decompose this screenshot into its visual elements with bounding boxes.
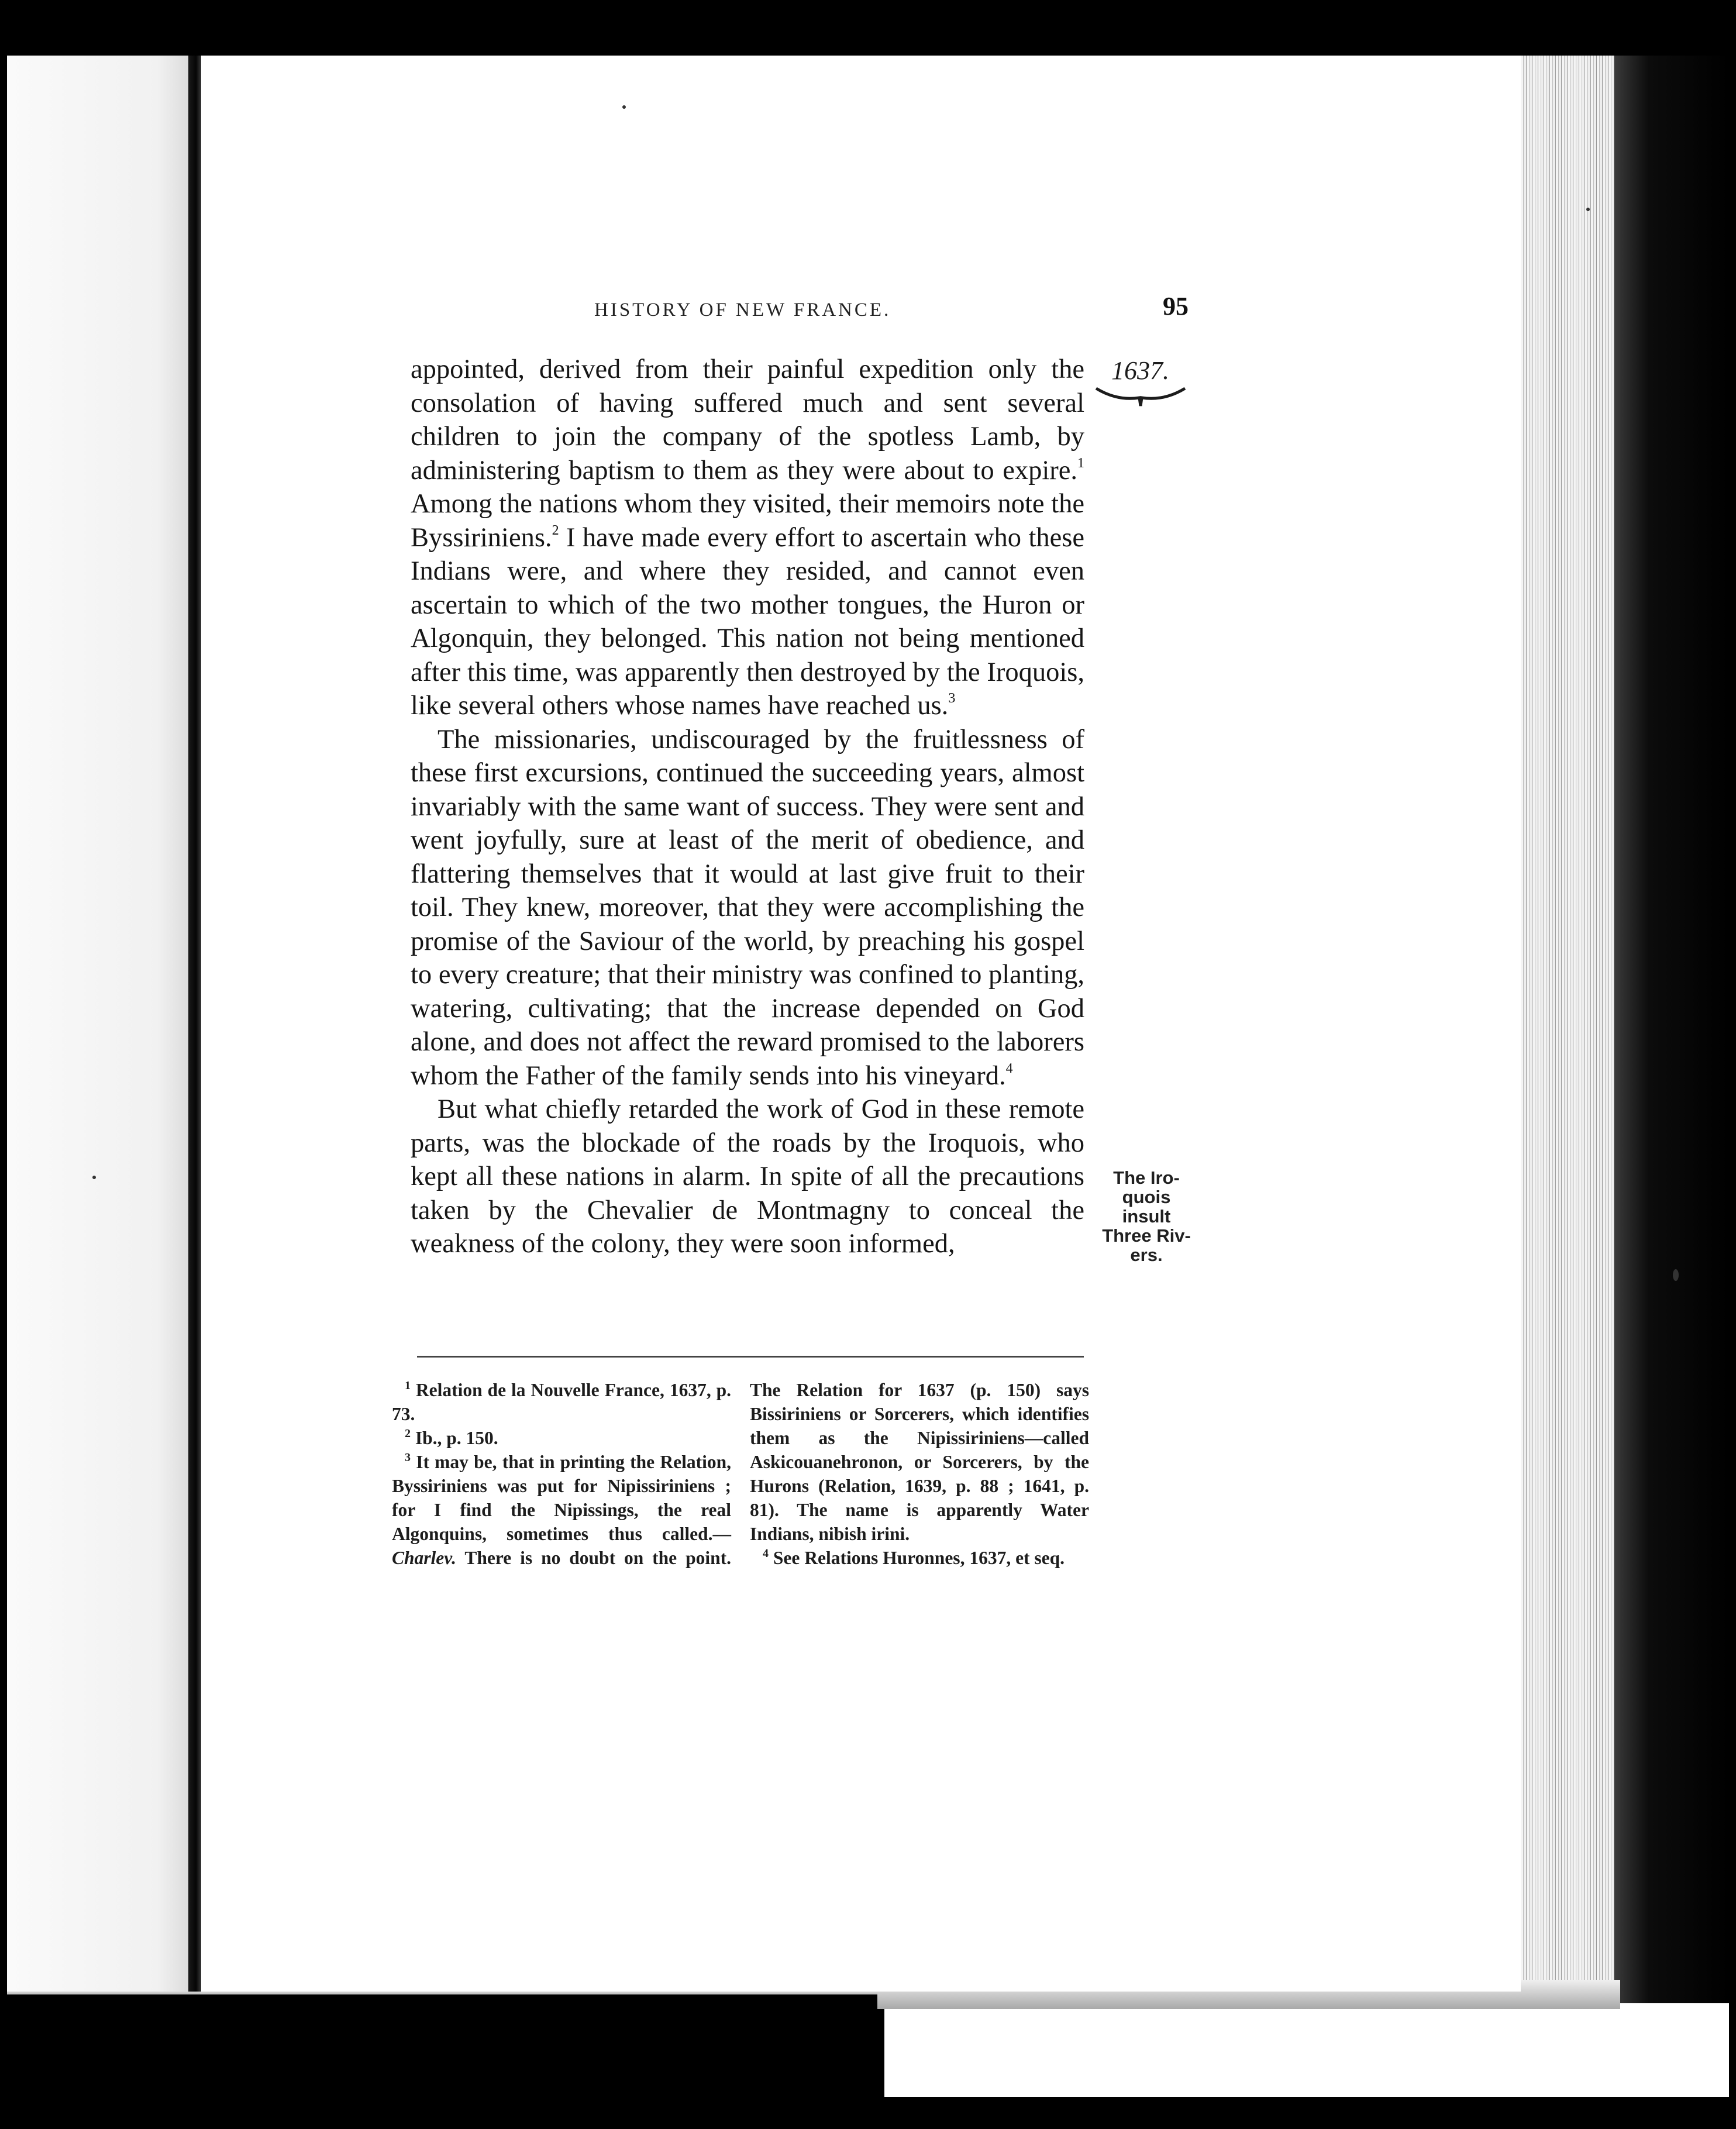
- scan-border-bottom-left: [7, 1994, 884, 2097]
- scan-border-top: [0, 0, 1736, 56]
- book-gutter: [188, 56, 201, 2038]
- footnote-ref-4: 4: [1005, 1060, 1013, 1076]
- footnote-ref-1: 1: [1077, 455, 1084, 471]
- margin-year: 1637.: [1111, 356, 1169, 385]
- year-brace-ornament: [1094, 385, 1187, 408]
- page-number: 95: [1163, 292, 1189, 321]
- paper-speck: [1586, 208, 1590, 211]
- footnote-separator: [417, 1356, 1084, 1358]
- footnote-2: $^2$ Ib., p. 150.: [405, 1427, 498, 1448]
- footnote-4: $^4$ See Relations Huronnes, 1637, et seq.: [763, 1547, 1065, 1568]
- scan-border-bottom: [0, 2097, 1736, 2129]
- paragraph-3: But what chiefly retarded the work of God in these remote parts, was the blockade of the roads by the Iroquois, who kept all these nations in alarm. In spite of all the precautions taken by the Chevalier de Montmagny to conceal the weakness of the colony, they were soon informed,: [411, 1094, 1084, 1259]
- paragraph-1: appointed, derived from their painful expedition only the consolation of having suffered much and sent several children to join the company of the spotless Lamb, by administering baptism to them as they were about to expire.$^1$ Among the nations whom they visited, their memoirs note the Byssiriniens.$^2$ I have made every effort to ascertain who these Indians were, and where they resided, and cannot even ascertain to which of the two mother tongues, the Huron or Algonquin, they belonged. This nation not being mentioned after this time, was apparently then destroyed by the Iroquois, like several others whose names have reached us.$^3$: [411, 354, 1084, 721]
- page-stack-fore-edge: [1521, 56, 1614, 2003]
- side-note: The Iro- quois insult Three Riv- ers.: [1102, 1167, 1191, 1265]
- footnotes: [392, 1378, 1089, 1570]
- paragraph-2: The missionaries, undiscouraged by the fruitlessness of these first excursions, continued the succeeding years, almost invariably with the same want of success. They were sent and went joyfully, sure at least of the merit of obedience, and flattering themselves that it would at last give fruit to their toil. They knew, moreover, that they were accomplishing the promise of the Saviour of the world, by preaching his gospel to every creature; that their ministry was confined to planting, watering, cultivating; that the increase depended on God alone, and does not affect the reward promised to the laborers whom the Father of the family sends into his vineyard.$^4$: [411, 724, 1084, 1091]
- running-head: HISTORY OF NEW FRANCE.: [594, 299, 891, 321]
- footnote-ref-2: 2: [552, 522, 559, 538]
- body-text: [411, 353, 1084, 1261]
- scan-border-right: [1729, 0, 1736, 2129]
- footnote-3: $^3$ It may be, that in printing the Relation, Byssiriniens was put for Nipissiriniens ; for I find the Nipissings, the real Algonquins, sometimes thus called.—Charlev. There is no doubt on the point. The Relation for 1637 (p. 150) says Bissiriniens or Sorcerers, which identifies them as the Nipissiriniens—called Askicouanehronon, or Sorcerers, by the Hurons (Relation, 1639, p. 88 ; 1641, p. 81). The name is apparently Water Indians, nibish irini.: [392, 1380, 1089, 1568]
- footnote-ref-3: 3: [948, 691, 956, 706]
- paper-speck: [92, 1176, 96, 1179]
- footnote-1: $^1$ Relation de la Nouvelle France, 1637, p. 73.: [392, 1379, 732, 1424]
- paper-speck: [622, 105, 626, 109]
- scan-border-left: [0, 0, 7, 2129]
- paper-speck: [1673, 1269, 1679, 1281]
- book-edge-shadow: [1614, 56, 1729, 2003]
- previous-page-edge: [7, 56, 195, 2032]
